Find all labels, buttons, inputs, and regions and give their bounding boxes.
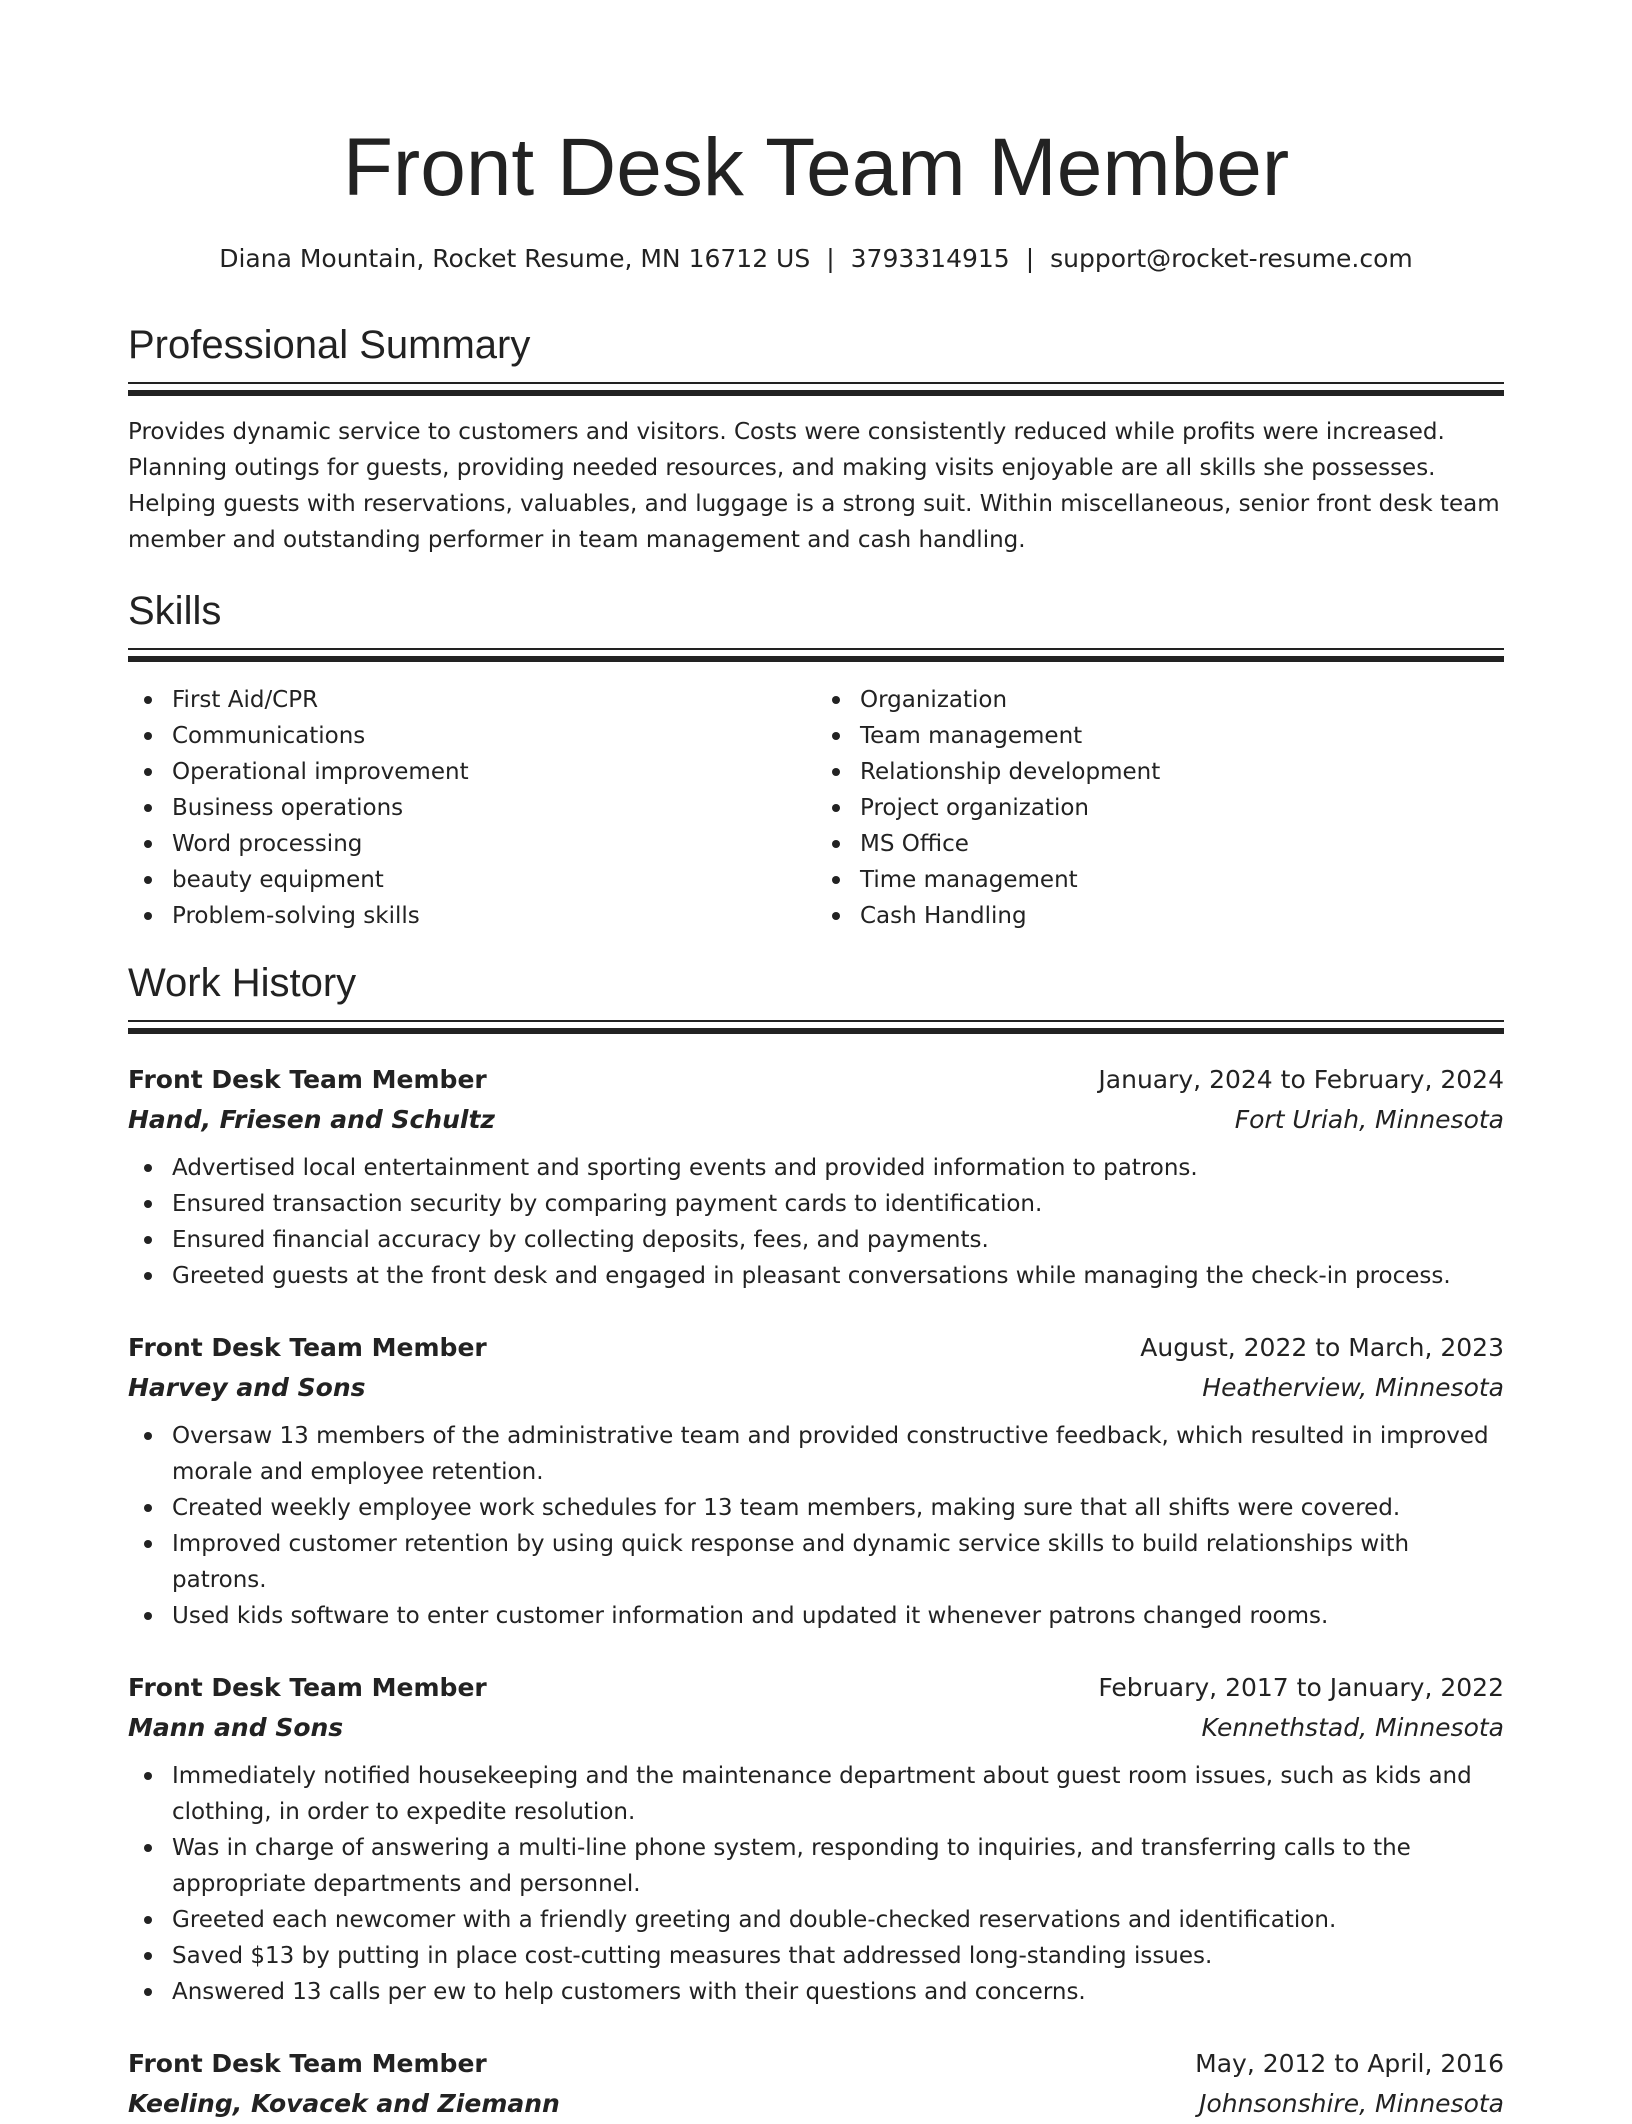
skill-item: Word processing [172,826,816,862]
summary-text: Provides dynamic service to customers and visitors. Costs were consistently reduced while profits were increased. Planning outings for guests, providing needed resources, and making visits enjoyable are all skills she possesses. Helping guests with reservations, valuables, and luggage is a strong suit. Within miscellaneous, senior front desk team member and outstanding performer in team management and cash handling. [128,419,1500,553]
job-company: Mann and Sons [128,1713,344,1742]
section-heading-skills: Skills [128,589,222,633]
job-title: Front Desk Team Member [128,2049,487,2078]
job-title: Front Desk Team Member [128,1065,487,1094]
job-entry [128,1668,1504,2010]
contact-address: Diana Mountain, Rocket Resume, MN 16712 US [219,244,811,273]
skill-item: Project organization [860,790,1504,826]
skills-column-left [128,682,816,934]
skill-item: Team management [860,718,1504,754]
job-dates: January, 2024 to February, 2024 [1098,1065,1504,1094]
skill-item: Time management [860,862,1504,898]
job-entry [128,1328,1504,1634]
job-bullet: Used kids software to enter customer information and updated it whenever patrons changed rooms. [172,1598,1504,1634]
skill-item: Problem-solving skills [172,898,816,934]
work-history-section [128,958,1504,2124]
contact-email: support@rocket-resume.com [1050,244,1413,273]
job-bullet: Ensured transaction security by comparing payment cards to identification. [172,1186,1504,1222]
job-bullet: Saved $13 by putting in place cost-cutting measures that addressed long-standing issues. [172,1938,1504,1974]
job-bullet: Answered 13 calls per ew to help customers with their questions and concerns. [172,1974,1504,2010]
professional-summary-section [128,320,1504,558]
job-dates: May, 2012 to April, 2016 [1195,2049,1504,2078]
job-bullet: Oversaw 13 members of the administrative team and provided constructive feedback, which resulted in improved morale and employee retention. [172,1418,1504,1490]
skill-item: Relationship development [860,754,1504,790]
job-dates: August, 2022 to March, 2023 [1140,1333,1504,1362]
job-bullet: Created weekly employee work schedules for 13 team members, making sure that all shifts were covered. [172,1490,1504,1526]
job-bullet: Immediately notified housekeeping and the maintenance department about guest room issues, such as kids and clothing, in order to expedite resolution. [172,1758,1504,1830]
job-location: Fort Uriah, Minnesota [1234,1105,1504,1134]
job-bullet: Greeted guests at the front desk and engaged in pleasant conversations while managing the check-in process. [172,1258,1504,1294]
job-company: Hand, Friesen and Schultz [128,1105,495,1134]
skills-section [128,586,1504,934]
job-bullet: Ensured financial accuracy by collecting deposits, fees, and payments. [172,1222,1504,1258]
skill-item: Operational improvement [172,754,816,790]
job-title: Front Desk Team Member [128,1673,487,1702]
job-bullet: Greeted each newcomer with a friendly greeting and double-checked reservations and identification. [172,1902,1504,1938]
contact-phone: 3793314915 [850,244,1010,273]
skills-grid [128,682,1504,934]
contact-line [128,242,1504,276]
skill-item: Cash Handling [860,898,1504,934]
section-heading-summary: Professional Summary [128,323,531,367]
skills-column-right [816,682,1504,934]
job-entry [128,1060,1504,1294]
job-bullet: Was in charge of answering a multi-line phone system, responding to inquiries, and transferring calls to the appropriate departments and personnel. [172,1830,1504,1902]
job-entry [128,2044,1504,2124]
skill-item: Organization [860,682,1504,718]
job-company: Keeling, Kovacek and Ziemann [128,2089,560,2118]
contact-separator: | [1025,244,1035,273]
skill-item: MS Office [860,826,1504,862]
resume-title: Front Desk Team Member [342,122,1290,213]
skill-item: Communications [172,718,816,754]
skill-item: Business operations [172,790,816,826]
job-location: Heatherview, Minnesota [1202,1373,1504,1402]
section-heading-work-history: Work History [128,961,357,1005]
section-divider [128,648,1504,650]
skill-item: beauty equipment [172,862,816,898]
job-company: Harvey and Sons [128,1373,366,1402]
contact-separator: | [826,244,835,273]
job-dates: February, 2017 to January, 2022 [1098,1673,1504,1702]
job-location: Johnsonshire, Minnesota [1199,2089,1504,2118]
skill-item: First Aid/CPR [172,682,816,718]
job-bullets [128,1758,1504,2010]
job-bullet: Improved customer retention by using quick response and dynamic service skills to build relationships with patrons. [172,1526,1504,1598]
section-divider [128,382,1504,384]
job-location: Kennethstad, Minnesota [1201,1713,1504,1742]
job-bullets [128,1150,1504,1294]
job-title: Front Desk Team Member [128,1333,487,1362]
section-divider [128,1020,1504,1022]
job-bullets [128,1418,1504,1634]
job-bullet: Advertised local entertainment and sporting events and provided information to patrons. [172,1150,1504,1186]
